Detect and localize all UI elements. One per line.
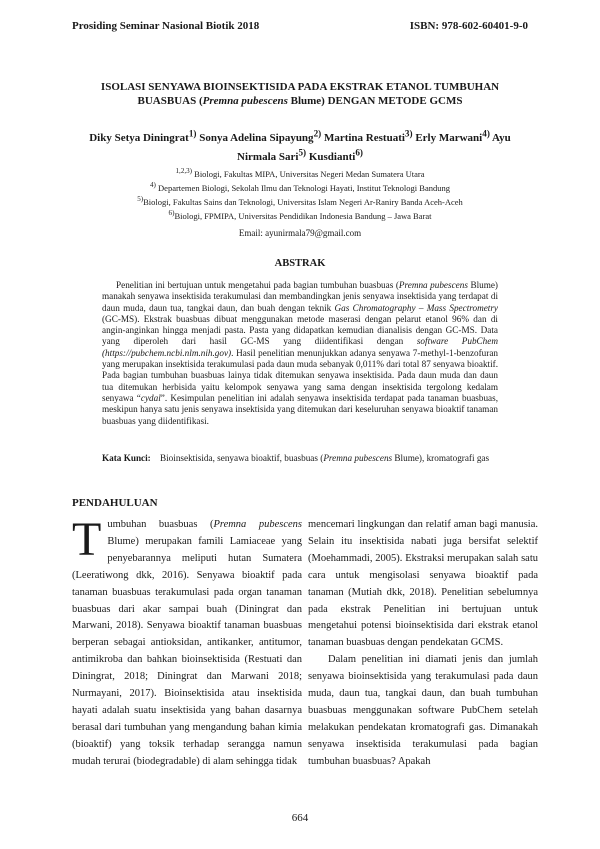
section-heading: PENDAHULUAN xyxy=(72,497,158,509)
drop-cap: T xyxy=(72,513,102,566)
keywords xyxy=(102,453,530,464)
affiliations xyxy=(80,166,520,222)
contact-email: Email: ayunirmala79@gmail.com xyxy=(238,228,362,238)
author: Sonya Adelina Sipayung$^{2)}$ xyxy=(199,128,322,144)
author: Diky Setya Diningrat$^{1)}$ xyxy=(89,128,197,144)
author-list xyxy=(80,126,520,165)
keywords-text: Bioinsektisida, senyawa bioaktif, buasbuas (Premna pubescens Blume), kromatografi gas xyxy=(160,453,490,463)
affiliation: $^{6)}$Biologi, FPMIPA, Universitas Pendidikan Indonesia Bandung – Jawa Barat xyxy=(168,209,432,221)
author: Martina Restuati$^{3)}$ xyxy=(323,128,413,144)
affiliation: $^{5)}$Biologi, Fakultas Sains dan Teknologi, Universitas Islam Negeri Ar-Raniry Banda Aceh-Aceh xyxy=(137,195,463,207)
author: Erly Marwani$^{4)}$ xyxy=(415,128,490,144)
title-species: Premna pubescens xyxy=(202,95,288,107)
title-line-1: ISOLASI SENYAWA BIOINSEKTISIDA PADA EKSTRAK ETANOL TUMBUHAN xyxy=(100,81,500,93)
isbn: ISBN: 978-602-60401-9-0 xyxy=(409,20,528,32)
title-part-a: BUASBUAS ( xyxy=(137,95,203,107)
title-line-2 xyxy=(90,94,510,108)
paragraph: mencemari lingkungan dan relatif aman bagi manusia. Selain itu insektisida nabati juga bersifat selektif (Moehammadi, 2005). Ekstraksi merupakan salah satu cara untuk mengisolasi senyawa bioaktif pada tanaman (Mutiah dkk, 2018). Penelitian sebelumnya pada ekstrak Penelitian ini bertujuan untuk mengetahui potensi bioinsektisida dari ekstrak etanol tanaman buasbuas dengan pendekatan GCMS. xyxy=(308,519,538,649)
author: Kusdianti$^{6)}$ xyxy=(308,147,363,164)
proceedings-title: Prosiding Seminar Nasional Biotik 2018 xyxy=(72,20,260,32)
paper-title xyxy=(90,80,510,108)
affiliation: $^{4)}$ Departemen Biologi, Sekolah Ilmu dan Teknologi Hayati, Institut Teknologi Bandung xyxy=(150,181,450,193)
body-column-left: Tumbuhan buasbuas (Premna pubescens Blume) merupakan famili Lamiaceae yang penyebarannya meliputi hutan Sumatera (Leeratiwong dkk, 2016). Senyawa bioaktif pada tanaman buasbuas terakumulasi pada organ tanaman buasbuas dari akar sampai buah (Diningrat dan Marwani, 2018). Senyawa bioaktif tanaman buasbuas berperan sebagai antioksidan, antikanker, antitumor, antimikroba dan bahkan bioinsektisida (Restuati dan Diningrat, 2018; Diningrat dan Marwani 2018; Nurmayani, 2017). Bioinsektisida atau insektisida hayati adalah suatu insektisida yang bahan dasarnya berasal dari tumbuhan yang mengandung bahan kimia (bioaktif) yang toksik terhadap serangga namun mudah terurai (biodegradable) di alam sehingga tidak xyxy=(72,513,302,767)
affiliation: $^{1,2,3)}$ Biologi, Fakultas MIPA, Universitas Negeri Medan Sumatera Utara xyxy=(175,167,425,179)
paragraph: Dalam penelitian ini diamati jenis dan jumlah senyawa bioinsektisida yang terakumulasi pada daun muda, daun tua, tangkai daun, dan buah tumbuhan buasbuas menggunakan software PubChem setelah melakukan pendekatan kromatografi gas. Dimanakah senyawa insektisida terakumulasi pada bagian tumbuhan buasbuas? Apakah xyxy=(308,654,538,767)
page-number: 664 xyxy=(291,812,309,824)
abstract-heading: ABSTRAK xyxy=(274,258,326,269)
body-column-right xyxy=(308,517,538,771)
abstract-body: Penelitian ini bertujuan untuk mengetahui pada bagian tumbuhan buasbuas (Premna pubescens Blume) manakah senyawa insektisida terakumulasi dan membandingkan jenis senyawa insektisida yang terdapat di daun muda, daun tua, tangkai daun, dan buah dengan teknik Gas Chromatography – Mass Spectrometry (GC-MS). Ekstrak buasbuas dibuat menggunakan metode maserasi dengan pelarut etanol 96% dan di angin-anginkan hingga menjadi pasta. Pasta yang didapatkan kemudian dianalisis dengan GC-MS. Data yang diperoleh dari hasil GC-MS yang diidentifikasi dengan software PubChem (https://pubchem.ncbi.nlm.nih.gov). Hasil penelitian menunjukkan adanya senyawa 7-methyl-1-benzofuran yang merupakan insektisida terakumulasi pada daun muda sebanyak 0,011% dari total 87 senyawa bioaktif. Pada bagian tumbuhan buasbuas lainya tidak ditemukan senyawa insektisida. Pada daun muda dan daun tua ditemukan herbisida yaitu kelompok senyawa yang sama dengan insektisida tergolong kedalam senyawa “cydal”. Kesimpulan penelitian ini adalah senyawa insektisida terdapat pada tanaman buasbuas, meskipun hanya satu jenis senyawa insektisida yang ditemukan dari keseluruhan senyawa bioaktif tanaman buasbuas yang diidentifikasi. xyxy=(102,280,499,426)
running-header xyxy=(72,20,528,40)
keywords-label: Kata Kunci: xyxy=(102,453,151,463)
author: Ayu Nirmala Sari$^{5)}$ xyxy=(237,131,511,164)
title-part-b: Blume) DENGAN METODE GCMS xyxy=(287,95,463,107)
